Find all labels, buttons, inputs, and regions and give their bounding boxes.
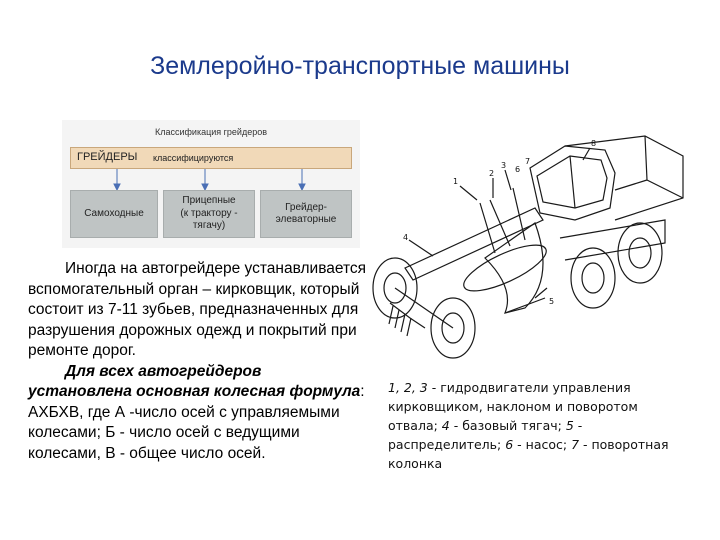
paragraph-2-emphasis: Для всех автогрейдеров установлена основная колесная формула xyxy=(28,362,361,400)
machine-label-7: 7 xyxy=(525,157,531,166)
caption-num-3: 5 xyxy=(565,418,574,433)
caption-text-5: - поворотная колонка xyxy=(388,437,669,471)
caption-text-2: - базовый тягач; xyxy=(449,418,566,433)
machine-label-4: 4 xyxy=(403,233,409,242)
caption-num-2: 4 xyxy=(441,418,450,433)
figure-caption xyxy=(388,378,688,473)
main-text xyxy=(28,259,368,464)
caption-num-5: 7 xyxy=(571,437,580,452)
diagram-box-label: Прицепные xyxy=(182,195,236,207)
paragraph-1: Иногда на автогрейдере устанавливается вспомогательный орган – кирковщик, который состоит из 7-11 зубьев, предназначенных для разрушения дорожных одежд и покрытий при ремонте дорог. xyxy=(28,260,367,359)
diagram-caption: Классификация грейдеров xyxy=(154,127,268,137)
diagram-box-label-2: (к трактору - тягачу) xyxy=(180,207,238,232)
paragraph-2 xyxy=(28,362,368,465)
machine-label-3: 3 xyxy=(501,161,507,170)
machine-label-6: 6 xyxy=(515,165,521,174)
machine-label-5: 5 xyxy=(549,297,555,306)
machine-label-1: 1 xyxy=(453,177,459,186)
machine-label-2: 2 xyxy=(489,169,495,178)
diagram-box-label: Грейдер- xyxy=(285,201,327,213)
caption-text-4: - насос; xyxy=(513,437,572,452)
caption-text-3: - распределитель; xyxy=(388,418,583,452)
diagram-top-label: ГРЕЙДЕРЫ xyxy=(77,151,138,163)
diagram-box-trailed xyxy=(163,190,255,238)
diagram-top-sublabel: классифицируются xyxy=(153,153,234,163)
motor-grader-drawing xyxy=(365,128,695,368)
classification-diagram xyxy=(62,120,360,248)
caption-num-1: 1, 2, 3 xyxy=(388,380,428,395)
page-title: Землеройно-транспортные машины xyxy=(150,52,570,80)
caption-text-1: - гидродвигатели управления кирковщиком, наклоном и поворотом отвала; xyxy=(388,380,638,433)
caption-num-4: 6 xyxy=(505,437,514,452)
diagram-box-self-propelled xyxy=(70,190,158,238)
paragraph-2-rest: : АХБХВ, где А -число осей с управляемыми колесами; Б - число осей с ведущими колесами, В - общее число осей. xyxy=(28,383,365,462)
diagram-box-label-2: элеваторные xyxy=(275,214,337,225)
diagram-box-label: Самоходные xyxy=(84,207,144,219)
diagram-box-elevator xyxy=(260,190,352,238)
machine-label-8: 8 xyxy=(591,139,597,148)
